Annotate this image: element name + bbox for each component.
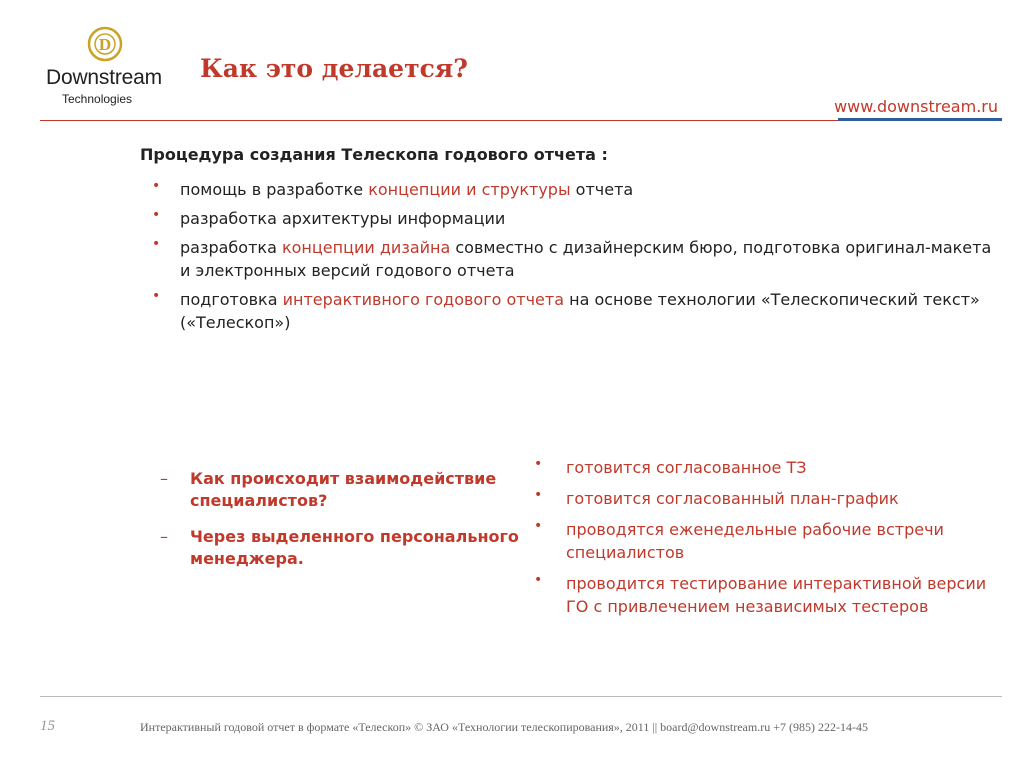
bullet-icon: • (534, 487, 543, 503)
list-item (152, 207, 992, 230)
list-item (534, 456, 1004, 479)
bullet-icon: • (534, 456, 543, 472)
list-item (534, 518, 1004, 564)
bullet-icon: • (152, 288, 161, 304)
item-text: отчета (570, 180, 634, 199)
dash-icon: – (160, 469, 168, 488)
logo-mark-letter: D (98, 35, 112, 54)
item-text: проводятся еженедельные рабочие встречи специалистов (566, 520, 944, 562)
page-number: 15 (40, 718, 55, 734)
logo-name: Downstream (46, 66, 162, 89)
bullet-icon: • (152, 207, 161, 223)
process-list (534, 456, 1004, 626)
procedure-list (152, 178, 992, 340)
bullet-icon: • (152, 178, 161, 194)
item-text: на основе технологии «Телескопический текст» («Телескоп») (180, 290, 980, 332)
list-item (152, 288, 992, 334)
downstream-logo (40, 26, 170, 110)
list-item (152, 236, 992, 282)
item-text: готовится согласованный план-график (566, 489, 899, 508)
list-item (534, 572, 1004, 618)
slide-title: Как это делается? (200, 54, 468, 83)
item-highlight: интерактивного годового отчета (282, 290, 565, 309)
website-link[interactable]: www.downstream.ru (834, 97, 998, 116)
item-highlight: концепции дизайна (281, 238, 451, 257)
logo-subtitle: Technologies (62, 92, 133, 106)
bullet-icon: • (534, 572, 543, 588)
item-text: разработка (180, 238, 282, 257)
footer-text: Интерактивный годовой отчет в формате «Телескоп» © ЗАО «Технологии телескопирования», 2011 || board@downstream.ru +7 (985) 222-14-45 (140, 720, 868, 734)
list-item (160, 526, 520, 570)
item-text: готовится согласованное ТЗ (566, 458, 807, 477)
item-text: проводится тестирование интерактивной версии ГО с привлечением независимых тестеров (566, 574, 987, 616)
item-text: совместно с дизайнерским бюро, подготовка оригинал-макета и электронных версий годового отчета (180, 238, 992, 280)
bullet-icon: • (534, 518, 543, 534)
downstream-logo-mark-icon (87, 26, 123, 62)
item-text: помощь в разработке (180, 180, 369, 199)
item-highlight: концепции и структуры (368, 180, 571, 199)
item-text: подготовка (180, 290, 283, 309)
list-item (160, 468, 520, 512)
footer-divider (40, 696, 1002, 697)
header-accent-bar (838, 118, 1002, 121)
question-list (160, 468, 520, 584)
list-item (534, 487, 1004, 510)
item-text: Как происходит взаимодействие специалистов? (190, 469, 497, 510)
list-item (152, 178, 992, 201)
dash-icon: – (160, 527, 168, 546)
bullet-icon: • (152, 236, 161, 252)
item-text: Через выделенного персонального менеджера. (190, 527, 519, 568)
section-heading: Процедура создания Телескопа годового отчета : (140, 145, 608, 164)
item-text: разработка архитектуры информации (180, 209, 506, 228)
